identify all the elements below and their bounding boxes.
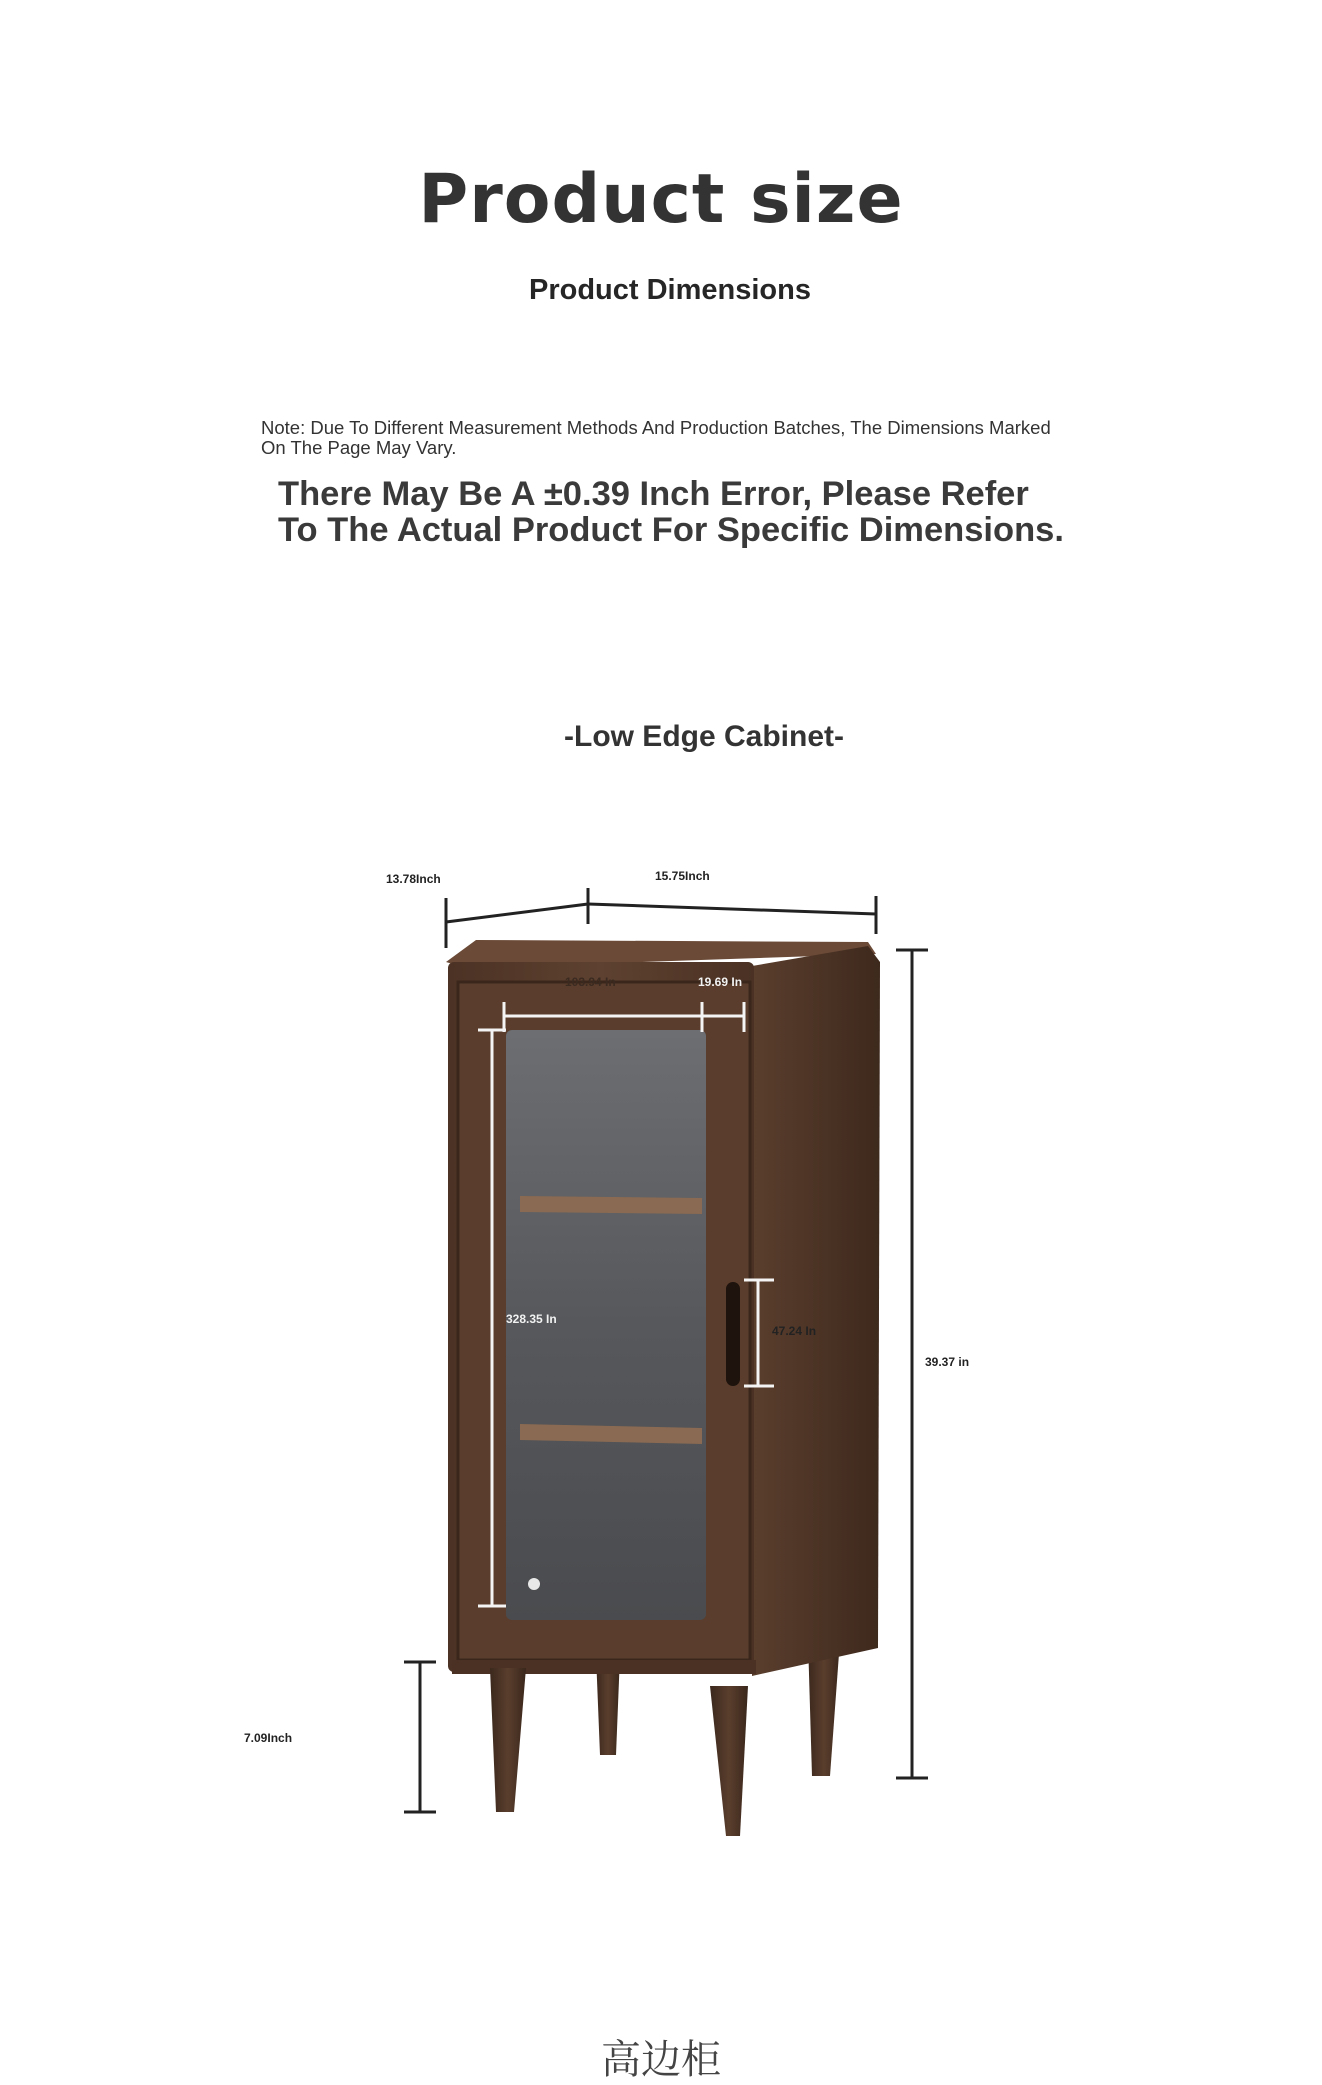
- cabinet-leg-front-left: [490, 1668, 526, 1812]
- warning-line-2: To The Actual Product For Specific Dimensions.: [278, 511, 1064, 549]
- dim-inner-width-label: 103.94 In: [565, 975, 616, 989]
- dim-handle-height-label: 47.24 In: [772, 1324, 817, 1338]
- page-subtitle: Product Dimensions: [529, 274, 811, 306]
- dim-inner-depth-label: 19.69 In: [698, 975, 743, 989]
- cabinet-side: [752, 946, 880, 1676]
- shelf-upper: [520, 1196, 702, 1214]
- dim-width-label: 15.75Inch: [655, 869, 710, 883]
- cabinet-leg-front-right: [710, 1686, 748, 1836]
- product-name: -Low Edge Cabinet-: [564, 720, 844, 753]
- page-title: Product size: [418, 160, 904, 239]
- dim-depth-label: 13.78Inch: [386, 872, 441, 886]
- warning-line-1: There May Be A ±0.39 Inch Error, Please Refer: [278, 475, 1029, 513]
- next-section-title: 高边柜: [601, 2037, 721, 2083]
- dimension-note: Note: Due To Different Measurement Methods And Production Batches, The Dimensions Marked On The Page May Vary.: [261, 417, 1051, 458]
- dim-glass-height-label: 328.35 In: [506, 1312, 557, 1326]
- dim-leg-height-label: 7.09Inch: [244, 1731, 293, 1745]
- dim-total-height-label: 39.37 in: [925, 1355, 970, 1369]
- door-handle: [726, 1282, 740, 1386]
- brand-mark-icon: [528, 1578, 540, 1590]
